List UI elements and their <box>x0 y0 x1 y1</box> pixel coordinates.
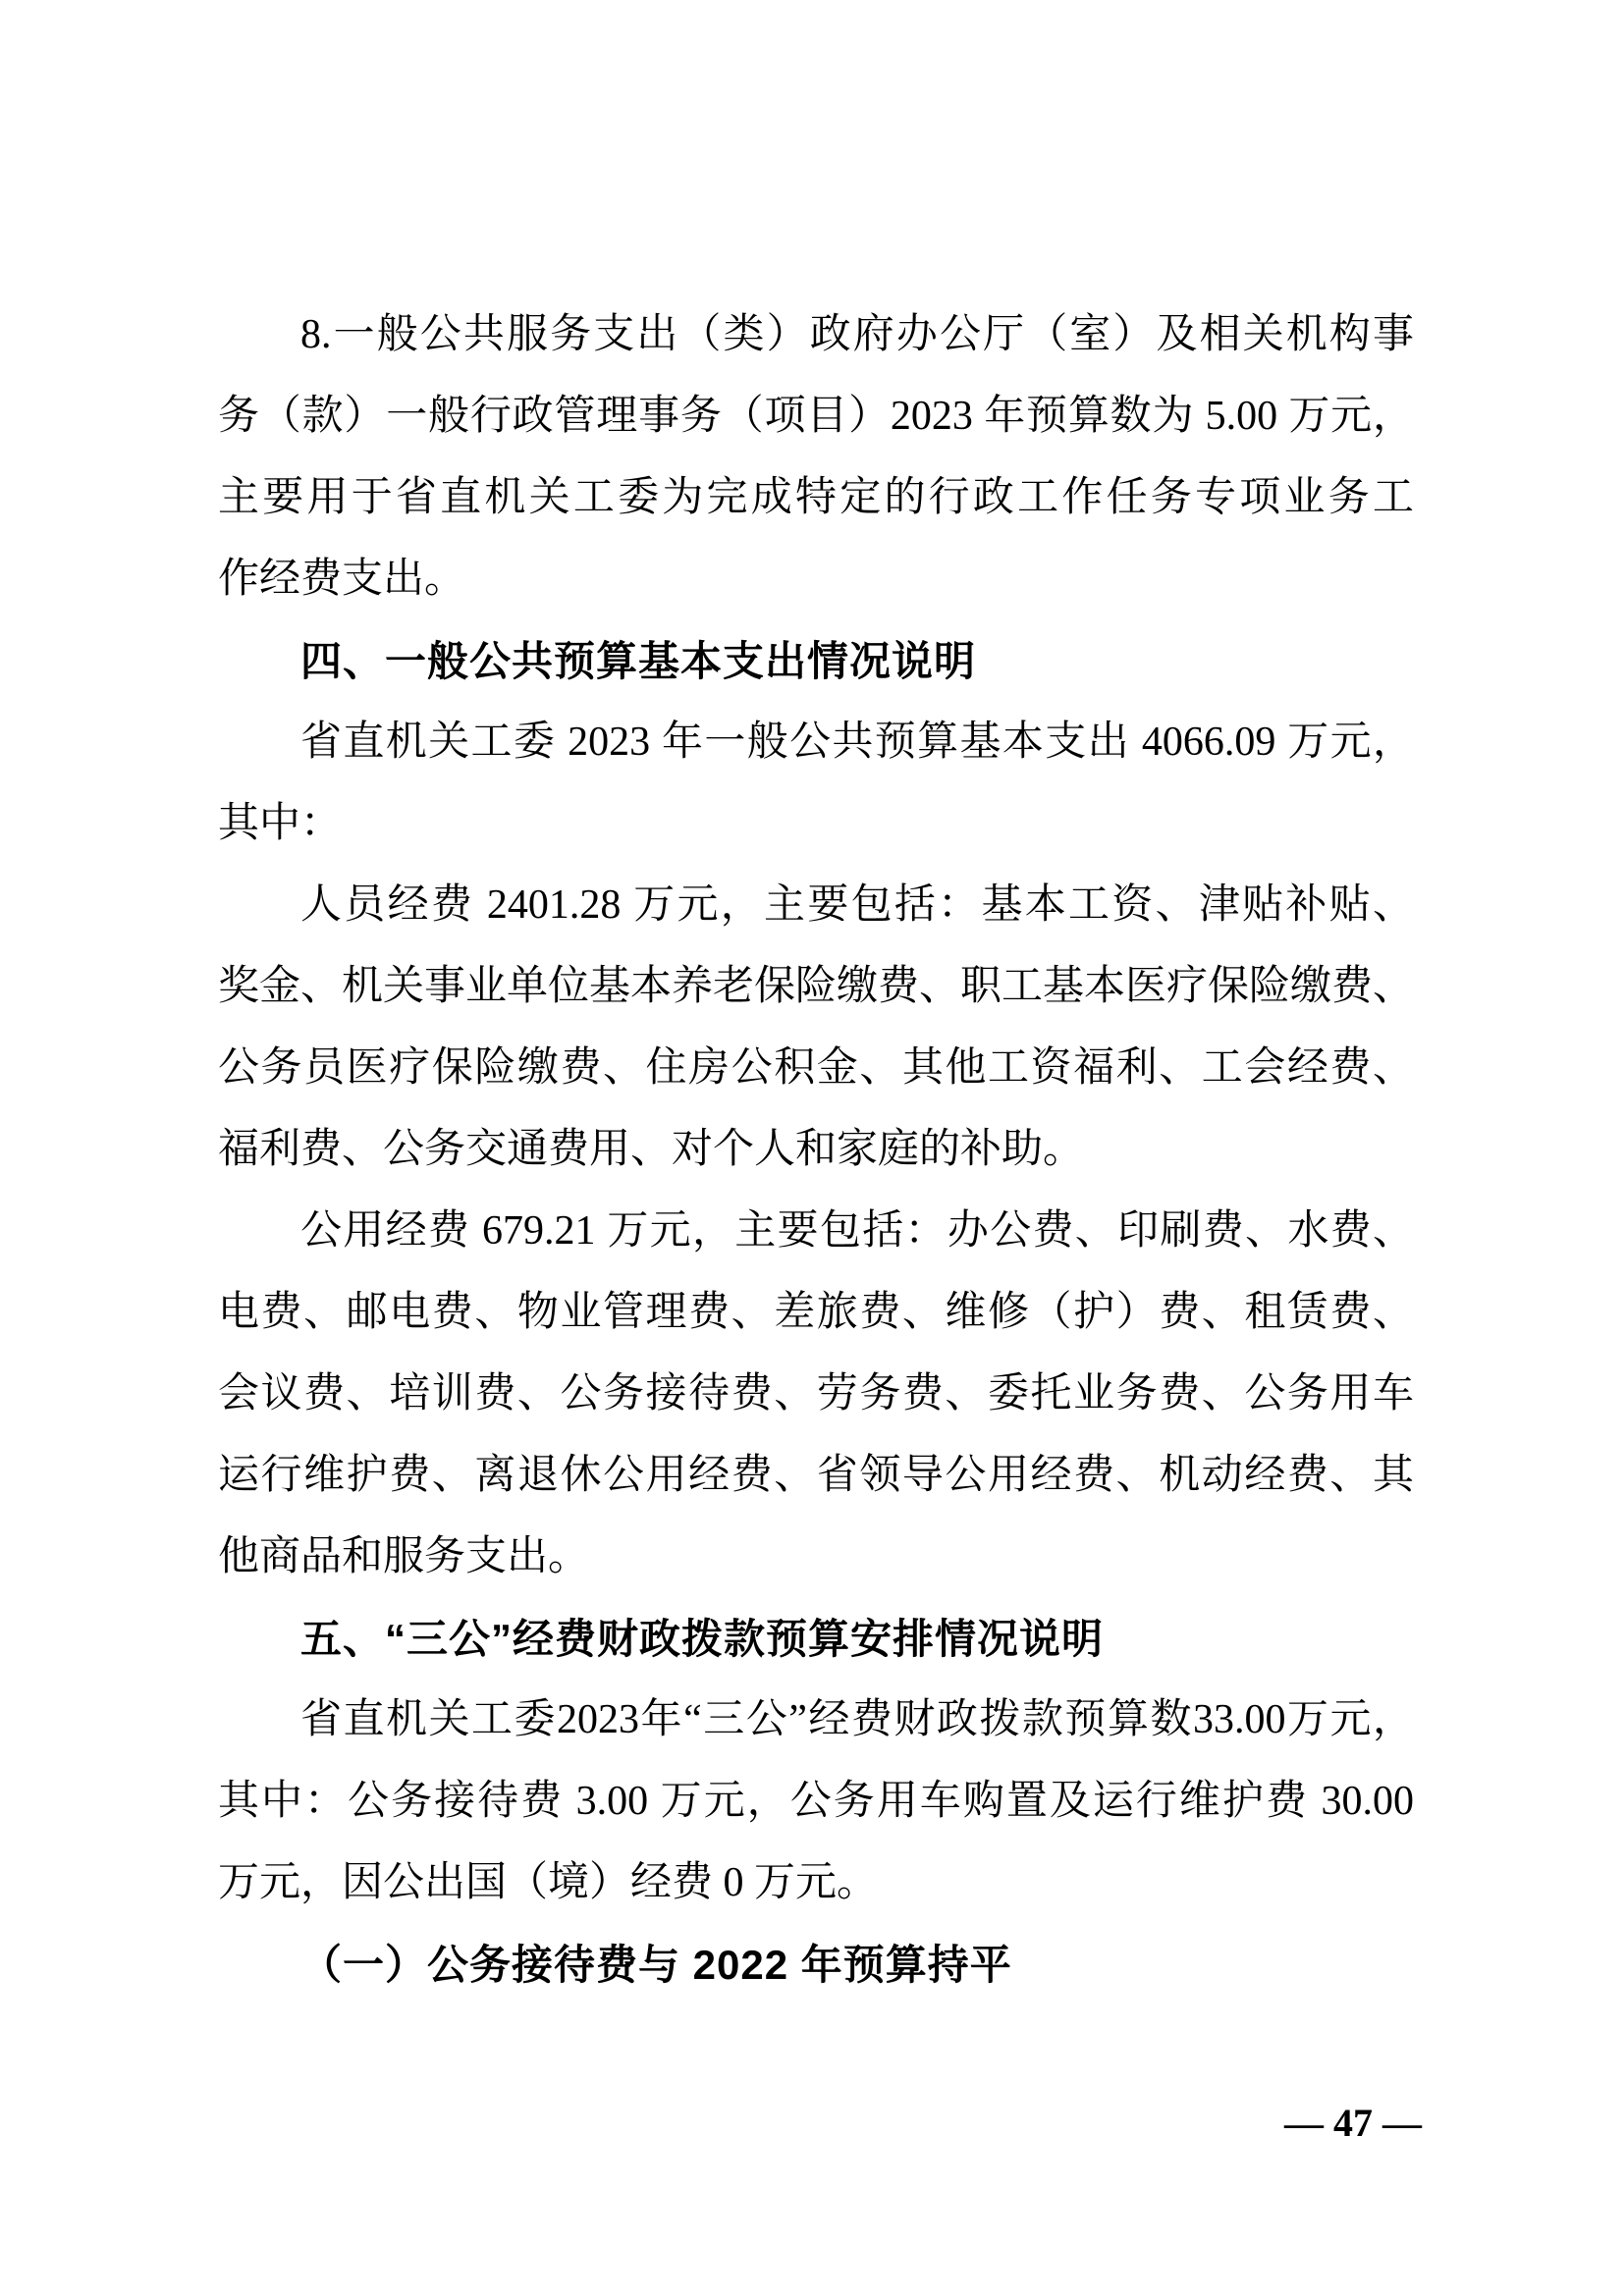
paragraph-line: 福利费、公务交通费用、对个人和家庭的补助。 <box>218 1127 1085 1172</box>
paragraph-line: 奖金、机关事业单位基本养老保险缴费、职工基本医疗保险缴费、 <box>218 964 1415 1009</box>
paragraph-line: 人员经费 2401.28 万元，主要包括：基本工资、津贴补贴、 <box>300 882 1414 928</box>
section-heading-4: 四、一般公共预算基本支出情况说明 <box>300 638 977 684</box>
paragraph-line: 运行维护费、离退休公用经费、省领导公用经费、机动经费、其 <box>218 1453 1414 1498</box>
section-heading-5: 五、“三公”经费财政拨款预算安排情况说明 <box>300 1616 1105 1662</box>
paragraph-line: 省直机关工委2023年“三公”经费财政拨款预算数33.00万元， <box>300 1697 1414 1742</box>
page-number: — 47 — <box>1284 2101 1422 2145</box>
paragraph-line: 会议费、培训费、公务接待费、劳务费、委托业务费、公务用车 <box>218 1371 1414 1416</box>
document-body <box>218 294 1414 2005</box>
paragraph-line: 公用经费 679.21 万元，主要包括：办公费、印刷费、水费、 <box>300 1208 1414 1254</box>
paragraph-line: 其中： <box>218 801 343 846</box>
paragraph-line: 其中：公务接待费 3.00 万元，公务用车购置及运行维护费 30.00 <box>218 1779 1414 1824</box>
paragraph-line: 主要用于省直机关工委为完成特定的行政工作任务专项业务工 <box>218 475 1414 520</box>
paragraph-line: 省直机关工委 2023 年一般公共预算基本支出 4066.09 万元， <box>300 720 1414 765</box>
paragraph-line: 8.一般公共服务支出（类）政府办公厅（室）及相关机构事 <box>300 312 1414 357</box>
paragraph-line: 他商品和服务支出。 <box>218 1534 590 1579</box>
section-heading-5-1: （一）公务接待费与 2022 年预算持平 <box>300 1942 1012 1988</box>
paragraph-line: 电费、邮电费、物业管理费、差旅费、维修（护）费、租赁费、 <box>218 1290 1414 1335</box>
paragraph-line: 公务员医疗保险缴费、住房公积金、其他工资福利、工会经费、 <box>218 1045 1414 1091</box>
paragraph-line: 作经费支出。 <box>218 557 466 602</box>
paragraph-line: 务（款）一般行政管理事务（项目）2023 年预算数为 5.00 万元， <box>218 394 1414 439</box>
paragraph-line: 万元，因公出国（境）经费 0 万元。 <box>218 1860 879 1905</box>
